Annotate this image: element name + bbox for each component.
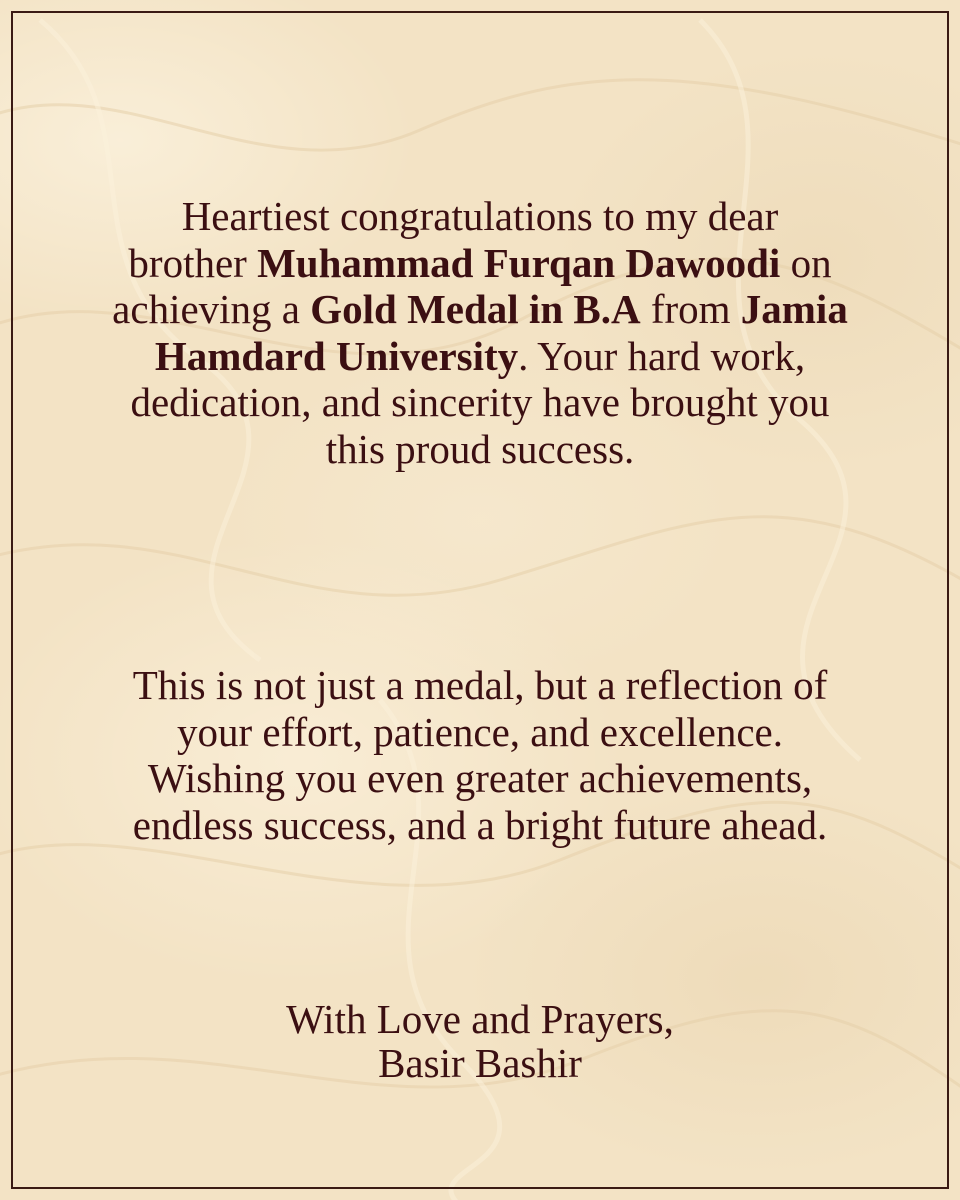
university-part-2: Hamdard University [154, 332, 519, 379]
recipient-name: Muhammad Furqan Dawoodi [257, 239, 781, 286]
signature-block [40, 997, 920, 1085]
university-part-1: Jamia [740, 286, 848, 332]
closing-line: With Love and Prayers, [286, 996, 674, 1042]
intro-text: Heartiest congratulations to my dear [181, 193, 779, 239]
congratulation-paragraph: Heartiest congratulations to my dear brother Muhammad Furqan Dawoodi on achieving a Gold Medal in B.A from Jamia Hamdard University. Your hard work, dedication, and sincerity have brought you this proud success. [112, 193, 848, 472]
award-name: Gold Medal in B.A [310, 286, 641, 332]
wish-paragraph: This is not just a medal, but a reflection of your effort, patience, and excellence. Wishing you even greater achievements, endless success, and a bright future ahead. [132, 662, 828, 848]
signature-name: Basir Bashir [378, 1040, 582, 1086]
